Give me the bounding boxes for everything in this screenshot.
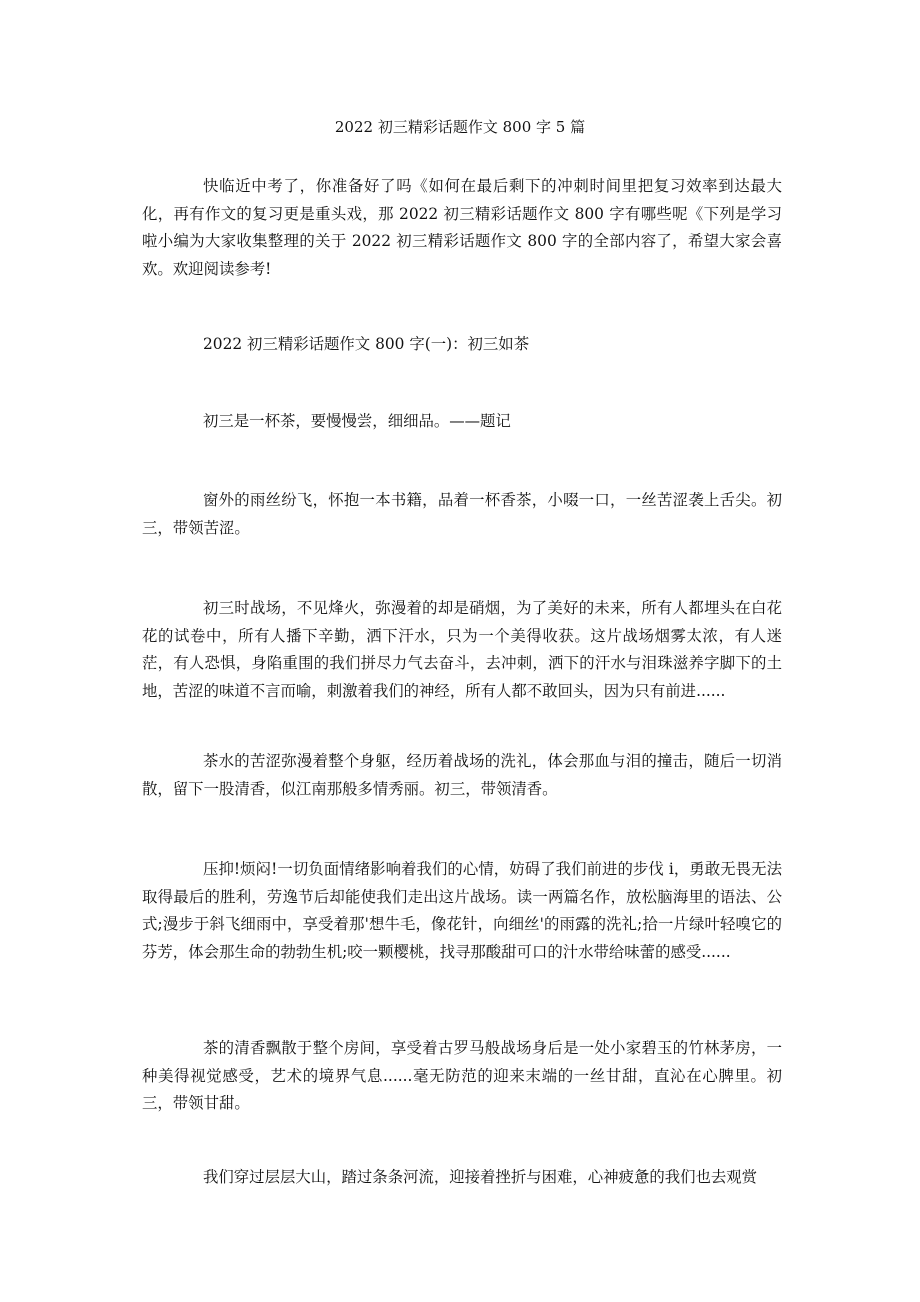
body-paragraph: 茶的清香飘散于整个房间，享受着古罗马般战场身后是一处小家碧玉的竹林茅房，一种美得视觉感受，艺术的境界气息......毫无防范的迎来末端的一丝甘甜，直沁在心脾里。初三，带领甘甜。 xyxy=(142,1039,782,1113)
epigraph: 初三是一杯茶，要慢慢尝，细细品。——题记 xyxy=(203,412,511,430)
intro-paragraph: 快临近中考了，你准备好了吗《如何在最后剩下的冲刺时间里把复习效率到达最大化，再有作文的复习更是重头戏，那 2022 初三精彩话题作文 800 字有哪些呢《下列是学习啦小编为大家收集整理的关于 2022 初三精彩话题作文 800 字的全部内容了，希望大家会喜欢。欢迎阅读参考! xyxy=(142,177,782,278)
body-paragraph: 我们穿过层层大山，踏过条条河流，迎接着挫折与困难，心神疲惫的我们也去观赏 xyxy=(203,1168,758,1186)
body-paragraph: 窗外的雨丝纷飞，怀抱一本书籍，品着一杯香茶，小啜一口，一丝苦涩袭上舌尖。初三，带领苦涩。 xyxy=(142,491,782,537)
body-paragraph: 初三时战场，不见烽火，弥漫着的却是硝烟，为了美好的未来，所有人都埋头在白花花的试卷中，所有人播下辛勤，洒下汗水，只为一个美得收获。这片战场烟雾太浓，有人迷茫，有人恐惧，身陷重围的我们拼尽力气去奋斗，去冲刺，洒下的汗水与泪珠滋养字脚下的土地，苦涩的味道不言而喻，刺激着我们的神经，所有人都不敢回头，因为只有前进...... xyxy=(142,599,782,700)
document-title: 2022 初三精彩话题作文 800 字 5 篇 xyxy=(334,118,586,136)
body-paragraph: 茶水的苦涩弥漫着整个身躯，经历着战场的洗礼，体会那血与泪的撞击，随后一切消散，留下一股清香，似江南那般多情秀丽。初三，带领清香。 xyxy=(142,752,782,798)
body-paragraph: 压抑!烦闷!一切负面情绪影响着我们的心情，妨碍了我们前进的步伐 i，勇敢无畏无法取得最后的胜利，劳逸节后却能使我们走出这片战场。读一两篇名作，放松脑海里的语法、公式;漫步于斜飞细雨中，享受着那'想牛毛，像花针，向细丝'的雨露的洗礼;拾一片绿叶轻嗅它的芬芳，体会那生命的勃勃生机;咬一颗樱桃，找寻那酸甜可口的汁水带给味蕾的感受...... xyxy=(142,860,782,961)
section-heading: 2022 初三精彩话题作文 800 字(一)：初三如茶 xyxy=(203,335,530,353)
